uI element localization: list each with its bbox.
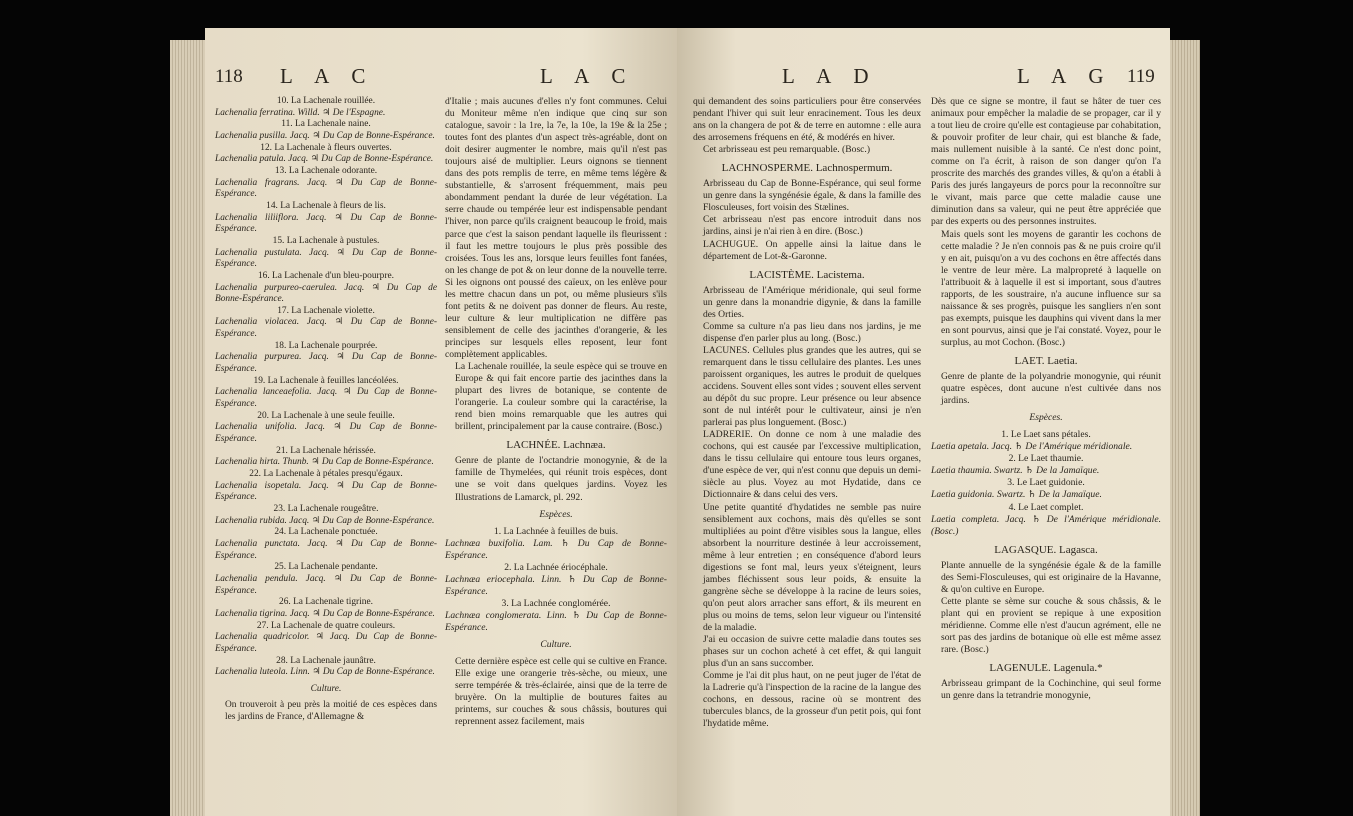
book-edge-right	[1170, 40, 1200, 816]
entry-heading: 18. La Lachenale pourprée.	[274, 340, 378, 351]
entry-latin: Laetia completa. Jacq. ♄ De l'Amérique méridionale. (Bosc.)	[931, 513, 1161, 537]
paragraph: Cette dernière espèce est celle qui se cultive en France. Elle exige une orangerie très-sèche, ou mieux, une serre tempérée & très-éclairée, ainsi que de la terre de bruyère. On la multiplie de boutures faites au printems, sur couches & sous châssis, boutures qui reprennent assez facilement, mais	[455, 656, 667, 728]
entry-heading: 20. La Lachenale à une seule feuille.	[257, 410, 395, 421]
entry-latin: Laetia guidonia. Swartz. ♄ De la Jamaïque.	[931, 489, 1102, 501]
page-number-right: 119	[1127, 66, 1155, 87]
section-label: Culture.	[310, 683, 342, 694]
paragraph: Comme je l'ai dit plus haut, on ne peut juger de l'état de la Ladrerie qu'à l'inspection de la racine de la langue des cochons, en dessous, racine où se montrent des tubercules blancs, de la grosseur d'un petit pois, qui font l'hydatide même.	[703, 670, 921, 730]
entry-heading: 21. La Lachenale hérissée.	[276, 445, 376, 456]
section-label: Culture.	[540, 639, 572, 651]
entry-title: LACHNÉE. Lachnæa.	[506, 439, 606, 452]
entry-latin: Lachenalia pusilla. Jacq. ♃ Du Cap de Bonne-Espérance.	[215, 130, 435, 141]
entry-latin: Lachenalia tigrina. Jacq. ♃ Du Cap de Bonne-Espérance.	[215, 608, 435, 619]
paragraph: Cette plante se sème sur couche & sous châssis, & le plant qui en provient se repique à une exposition méridienne. Comme elle n'est d'aucun agrément, elle ne sort pas des jardins de botanique où elle est même assez rare. (Bosc.)	[941, 595, 1161, 656]
entry-heading: 15. La Lachenale à pustules.	[272, 235, 380, 246]
paragraph: On trouveroit à peu près la moitié de ces espèces dans les jardins de France, d'Allemagne &	[225, 700, 437, 723]
entry-latin: Lachenalia purpureo-caerulea. Jacq. ♃ Du Cap de Bonne-Espérance.	[215, 282, 437, 305]
entry-latin: Lachenalia luteola. Linn. ♃ Du Cap de Bonne-Espérance.	[215, 667, 435, 678]
entry-heading: 1. La Lachnée à feuilles de buis.	[493, 525, 619, 537]
right-column-1	[693, 96, 921, 730]
running-header-right-1: L A D	[782, 64, 878, 88]
left-page	[205, 28, 677, 816]
entry-latin: Lachenalia fragrans. Jacq. ♃ Du Cap de Bonne-Espérance.	[215, 177, 437, 200]
entry-title: LAET. Laetia.	[1014, 354, 1078, 367]
paragraph: qui demandent des soins particuliers pour être conservées pendant l'hiver qui suit leur enracinement. Tous les deux ans on la changera de pot & de terre en automne : elle aura des arrosemens fréquens en été, & modérés en hiver.	[693, 96, 921, 144]
entry-heading: 19. La Lachenale à feuilles lancéolées.	[253, 375, 399, 386]
entry-latin: Lachenalia lanceaefolia. Jacq. ♃ Du Cap de Bonne-Espérance.	[215, 387, 437, 410]
right-page	[677, 28, 1170, 816]
entry-title: LACHNOSPERME. Lachnospermum.	[721, 162, 893, 175]
entry-title: LACISTÈME. Lacistema.	[749, 268, 865, 281]
entry-heading: 10. La Lachenale rouillée.	[276, 96, 376, 106]
entry-heading: 16. La Lachenale d'un bleu-pourpre.	[257, 270, 394, 281]
left-column-2	[445, 96, 667, 728]
entry-latin: Lachnæa conglomerata. Linn. ♄ Du Cap de Bonne-Espérance.	[445, 609, 667, 633]
paragraph: Genre de plante de l'octandrie monogynie, & de la famille de Thymelées, qui réunit trois espèces, dont une se voit dans quelques jardins. Voyez les Illustrations de Lamarck, pl. 292.	[455, 455, 667, 503]
entry-latin: Lachnæa eriocephala. Linn. ♄ Du Cap de Bonne-Espérance.	[445, 573, 667, 597]
paragraph: Cet arbrisseau est peu remarquable. (Bosc.)	[703, 144, 871, 156]
book-edge-left	[170, 40, 205, 816]
entry-heading: 17. La Lachenale violette.	[277, 305, 375, 316]
running-header-left-1: L A C	[280, 64, 375, 88]
entry-heading: 11. La Lachenale naine.	[281, 119, 371, 130]
entry-heading: 2. La Lachnée ériocéphale.	[504, 561, 608, 573]
entry-heading: 4. Le Laet complet.	[1008, 501, 1084, 513]
running-header-left-2: L A C	[540, 64, 635, 88]
entry-heading: 27. La Lachenale de quatre couleurs.	[256, 620, 396, 631]
entry-latin: Lachenalia violacea. Jacq. ♃ Du Cap de Bonne-Espérance.	[215, 317, 437, 340]
entry-latin: Lachenalia pendula. Jacq. ♃ Du Cap de Bonne-Espérance.	[215, 573, 437, 596]
entry-heading: 14. La Lachenale à fleurs de lis.	[266, 200, 386, 211]
paragraph: Arbrisseau grimpant de la Cochinchine, qui seul forme un genre dans la tetrandrie monogynie,	[941, 678, 1161, 702]
section-label: Espèces.	[539, 508, 573, 520]
paragraph: Comme sa culture n'a pas lieu dans nos jardins, je me dispense d'en parler plus au long. (Bosc.)	[703, 320, 921, 344]
paragraph: La Lachenale rouillée, la seule espèce qui se trouve en Europe & qui fait encore partie des jacinthes dans la plupart des livres de botanique, se contente de l'orangerie. La couleur sombre qui la caractérise, la rend bien moins remarquable que les autres qui brillent, principalement par la cause contraire. (Bosc.)	[455, 361, 667, 433]
running-header-right-2: L A G	[1017, 64, 1113, 88]
entry-heading: 13. La Lachenale odorante.	[274, 165, 378, 176]
paragraph: Cet arbrisseau n'est pas encore introduit dans nos jardins, ainsi je n'ai rien à en dire. (Bosc.)	[703, 214, 921, 238]
entry-latin: Lachenalia pustulata. Jacq. ♃ Du Cap de Bonne-Espérance.	[215, 247, 437, 270]
paragraph: LADRERIE. On donne ce nom à une maladie des cochons, qui est causée par l'excessive multiplication, dans le tissu cellulaire qui entoure tous leurs organes, d'une espèce de ver, qui n'est connu que depuis un demi-siècle au plus. Voyez au mot Hydatide, dans ce Dictionnaire & dans celui des vers.	[703, 429, 921, 501]
entry-latin: Lachenalia patula. Jacq. ♃ Du Cap de Bonne-Espérance.	[215, 154, 434, 165]
entry-latin: Lachenalia unifolia. Jacq. ♃ Du Cap de Bonne-Espérance.	[215, 422, 437, 445]
entry-latin: Laetia thaumia. Swartz. ♄ De la Jamaïque.	[931, 465, 1100, 477]
paragraph: LACHUGUE. On appelle ainsi la laitue dans le département de Lot-&-Garonne.	[703, 238, 921, 262]
paragraph: Arbrisseau du Cap de Bonne-Espérance, qui seul forme un genre dans la syngénésie égale, & dans la famille des Flosculeuses, fort voisin des Stælines.	[703, 178, 921, 214]
paragraph: Dès que ce signe se montre, il faut se hâter de tuer ces animaux pour empêcher la maladie de se propager, car il y a tout lieu de croire qu'elle est contagieuse par cohabitation, & pouvoir profiter de leur chair, qui est blanche & fade, mais nullement nuisible à la santé. Ce n'est donc point, comme on l'a écrit, à raison de son danger qu'on l'a proscrite des marchés des grandes villes, & qu'on a établi à Paris des jurés langayeurs de porcs pour la reconnoître sur le vivant, mais parce que cette maladie cause une diminution dans sa valeur, qui ne peut être appréciée que par des experts ou des personnes instruites.	[931, 96, 1161, 228]
paragraph: Genre de plante de la polyandrie monogynie, qui réunit quatre espèces, dont aucune n'est cultivée dans nos jardins.	[941, 371, 1161, 407]
entry-latin: Lachenalia isopetala. Jacq. ♃ Du Cap de Bonne-Espérance.	[215, 480, 437, 503]
entry-latin: Lachenalia purpurea. Jacq. ♃ Du Cap de Bonne-Espérance.	[215, 352, 437, 375]
paragraph: Mais quels sont les moyens de garantir les cochons de cette maladie ? Je n'en connois pas & ne puis croire qu'il y en ait, puisqu'on a vu des cochons en être affectés dans le ventre de leur mère. La malpropreté à laquelle on l'attribuoit & à laquelle il est si important, sous d'autres rapports, de les soustraire, n'a aucune influence sur sa naissance & ses progrès, puisque les sangliers n'en sont pas exempts, puisque les dauphins qui vivent dans la mer en sont pourvus, ainsi que je l'ai constaté. Voyez, pour le surplus, au mot Cochon. (Bosc.)	[941, 228, 1161, 348]
entry-heading: 3. La Lachnée conglomérée.	[501, 597, 611, 609]
paragraph: Une petite quantité d'hydatides ne semble pas nuire sensiblement aux cochons, mais dès qu'elles se sont multipliées au point d'être visibles sous la langue, elles absorbent la nourriture destinée à leur accroissement, même à leur entretien ; en conséquence d'abord leurs digestions se font mal, leurs yeux s'éteignent, leurs jambes fléchissent sous leur poids, & ensuite la gangrène sèche se développe à la racine de leurs soies, qu'on peut alors arracher sans effort, & ils meurent en plus ou moins de tems, selon leur vigueur ou l'intensité de la maladie.	[703, 501, 921, 633]
entry-heading: 28. La Lachenale jaunâtre.	[276, 655, 376, 666]
entry-heading: 1. Le Laet sans pétales.	[1001, 429, 1091, 441]
entry-latin: Lachenalia quadricolor. ♃ Jacq. Du Cap de Bonne-Espérance.	[215, 632, 437, 654]
paragraph: Plante annuelle de la syngénésie égale & de la famille des Semi-Flosculeuses, qui est originaire de la Havanne, & qu'on cultive en Europe.	[941, 559, 1161, 595]
entry-latin: Lachenalia liliiflora. Jacq. ♃ Du Cap de Bonne-Espérance.	[215, 212, 437, 235]
entry-heading: 23. La Lachenale rougeâtre.	[273, 503, 379, 514]
entry-heading: 25. La Lachenale pendante.	[274, 562, 378, 573]
left-column-1	[215, 96, 437, 724]
paragraph: d'Italie ; mais aucunes d'elles n'y font communes. Celui du Moniteur même n'en indique que cinq sur son catalogue, savoir : la 1re, la 7e, la 10e, la 19e & la 25e ; toutes font des plantes d'un aspect très-agréable, dont on doit desirer augmenter le nombre, mais qu'il n'est pas toujours aisé de multiplier. Leurs oignons se tiennent dans des pots remplis de terre, en même tems légère & substantielle, & s'arrosent fréquemment, mais peu abondamment pendant la durée de leur végétation. La serre chaude ou tempérée leur est indispensable pendant l'hiver, non parce qu'ils craignent beaucoup le froid, mais parce que c'est la saison pendant laquelle ils fleurissent : il faut les mettre toujours le plus près possible des croisées. Tous les ans, lorsque leurs feuilles font fanées, on les change de pot & on leur donne de la nouvelle terre. Si les oignons ont poussé des caïeux, on les enlève pour les mettre chacun dans un pot, ou même plusieurs s'ils font petits & ne doivent pas donner de fleurs. Au reste, leur culture & leur multiplication ne diffère pas sensiblement de celle des jacinthes d'orangerie, & les principes sur lesquels elles reposent, leur font complètement applicables.	[445, 96, 667, 360]
entry-heading: 26. La Lachenale tigrine.	[279, 597, 373, 608]
paragraph: Arbrisseau de l'Amérique méridionale, qui seul forme un genre dans la monandrie digynie, & dans la famille des Orties.	[703, 284, 921, 320]
entry-heading: 2. Le Laet thaumie.	[1008, 453, 1084, 465]
entry-latin: Lachenalia ferratina. Willd. ♃ De l'Espagne.	[215, 107, 386, 118]
page-number-left: 118	[215, 66, 243, 87]
entry-heading: 22. La Lachenale à pétales presqu'égaux.	[249, 469, 403, 479]
entry-heading: 3. Le Laet guidonie.	[1007, 477, 1085, 489]
entry-heading: 12. La Lachenale à fleurs ouvertes.	[260, 142, 392, 153]
entry-latin: Lachnæa buxifolia. Lam. ♄ Du Cap de Bonne-Espérance.	[445, 537, 667, 561]
section-label: Espèces.	[1029, 412, 1063, 424]
entry-latin: Lachenalia rubida. Jacq. ♃ Du Cap de Bonne-Espérance.	[215, 515, 435, 526]
entry-title: LAGENULE. Lagenula.*	[989, 662, 1103, 675]
entry-title: LAGASQUE. Lagasca.	[994, 543, 1098, 556]
entry-latin: Laetia apetala. Jacq. ♄ De l'Amérique méridionale.	[931, 441, 1133, 453]
entry-heading: 24. La Lachenale ponctuée.	[274, 527, 378, 538]
paragraph: J'ai eu occasion de suivre cette maladie dans toutes ses phases sur un cochon acheté à cet effet, & qui languit plus d'un an sans succomber.	[703, 634, 921, 670]
right-column-2	[931, 96, 1161, 702]
entry-latin: Lachenalia punctata. Jacq. ♃ Du Cap de Bonne-Espérance.	[215, 538, 437, 561]
paragraph: LACUNES. Cellules plus grandes que les autres, qui se remarquent dans le tissu cellulaire des plantes. Les unes paroissent organiques, les autres le produit de quelques accidens. Souvent elles sont vides ; souvent elles servent au dépôt du suc propre. Leur présence ou leur absence sont de nul intérêt pour le cultivateur, ainsi je n'en parlerai pas plus longuement. (Bosc.)	[703, 344, 921, 429]
entry-latin: Lachenalia hirta. Thunb. ♃ Du Cap de Bonne-Espérance.	[215, 457, 434, 468]
